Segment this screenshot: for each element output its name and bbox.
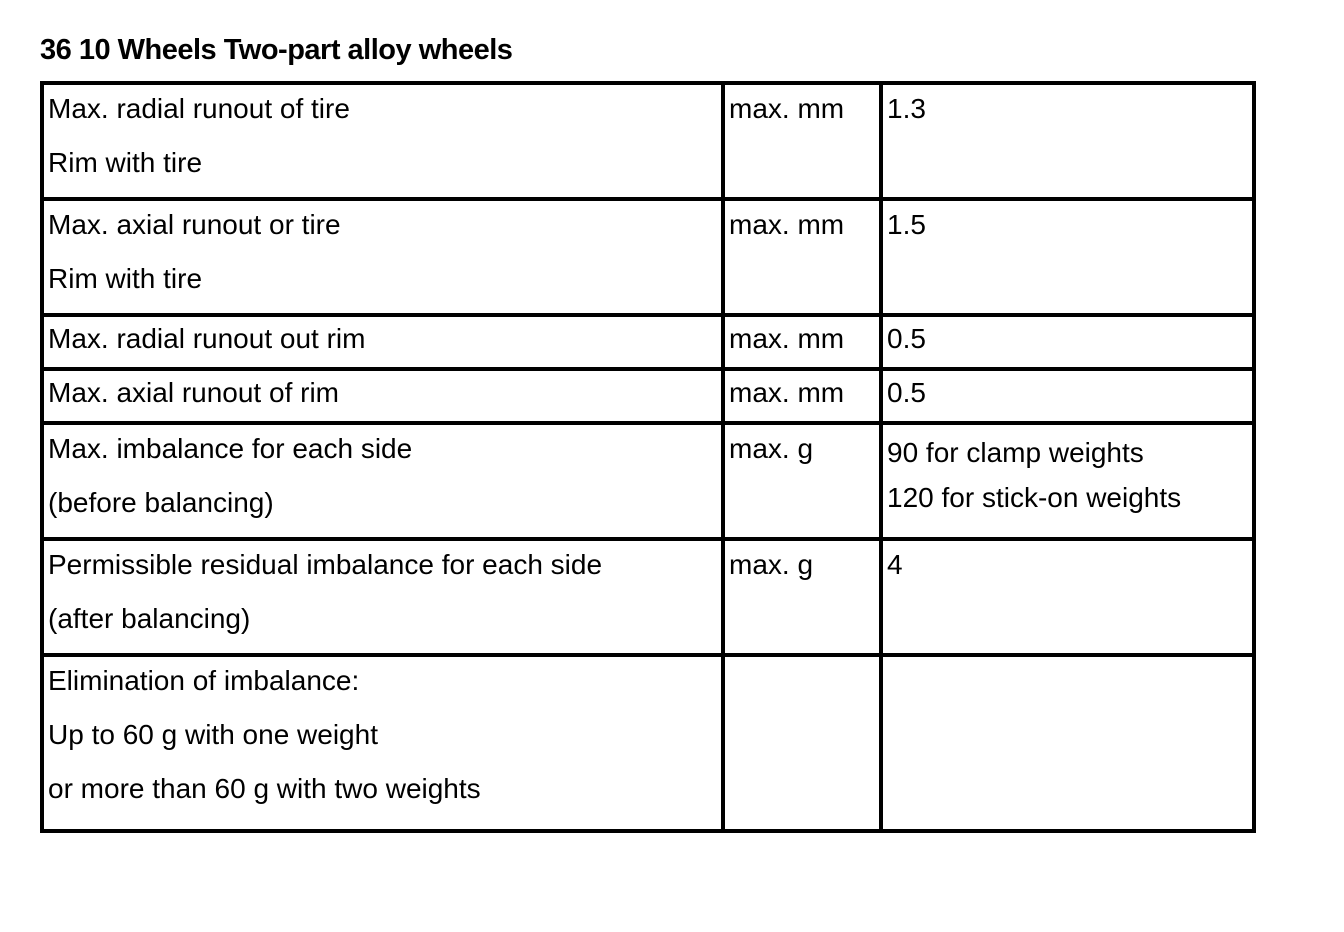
value-cell — [881, 199, 1254, 315]
value-text: 0.5 — [887, 377, 926, 408]
desc-cell — [42, 423, 723, 539]
value-cell — [881, 369, 1254, 423]
unit-text: max. mm — [729, 209, 845, 240]
value-text — [887, 655, 1248, 711]
value-cell — [881, 315, 1254, 369]
desc-line: Rim with tire — [48, 147, 203, 178]
desc-line: Max. radial runout out rim — [48, 323, 366, 354]
desc-line: Rim with tire — [48, 263, 203, 294]
unit-cell — [723, 655, 881, 831]
unit-cell — [723, 199, 881, 315]
table-row-imbalance-before — [42, 423, 1254, 539]
desc-cell — [42, 655, 723, 831]
wheel-spec-table — [40, 81, 1256, 833]
desc-cell — [42, 315, 723, 369]
table-row-axial-runout-tire — [42, 199, 1254, 315]
table-row-radial-runout-rim — [42, 315, 1254, 369]
desc-line: (before balancing) — [48, 487, 274, 518]
value-cell — [881, 539, 1254, 655]
value-text: 1.5 — [887, 209, 926, 240]
desc-cell — [42, 83, 723, 199]
unit-text: max. mm — [729, 377, 845, 408]
unit-cell — [723, 83, 881, 199]
desc-line: Max. imbalance for each side — [48, 433, 413, 464]
value-text: 90 for clamp weights — [887, 437, 1144, 468]
desc-line: Max. axial runout of rim — [48, 377, 339, 408]
unit-cell — [723, 315, 881, 369]
unit-text: max. mm — [729, 323, 845, 354]
table-row-radial-runout-tire — [42, 83, 1254, 199]
value-cell — [881, 423, 1254, 539]
unit-text: max. g — [729, 549, 814, 580]
value-text: 1.3 — [887, 93, 926, 124]
table-row-residual-imbalance — [42, 539, 1254, 655]
desc-line: Up to 60 g with one weight — [48, 719, 378, 750]
desc-line: Max. radial runout of tire — [48, 93, 350, 124]
unit-text: max. g — [729, 433, 814, 464]
unit-cell — [723, 539, 881, 655]
desc-line: (after balancing) — [48, 603, 251, 634]
page-title: 36 10 Wheels Two-part alloy wheels — [40, 34, 513, 66]
value-cell — [881, 655, 1254, 831]
desc-line: Elimination of imbalance: — [48, 665, 360, 696]
unit-cell — [723, 369, 881, 423]
value-text: 4 — [887, 549, 903, 580]
desc-line: Permissible residual imbalance for each side — [48, 549, 603, 580]
value-cell — [881, 83, 1254, 199]
desc-cell — [42, 369, 723, 423]
value-text: 0.5 — [887, 323, 926, 354]
desc-line: Max. axial runout or tire — [48, 209, 341, 240]
value-text: 120 for stick-on weights — [887, 482, 1182, 513]
table-row-elimination-imbalance — [42, 655, 1254, 831]
unit-text: max. mm — [729, 93, 845, 124]
desc-cell — [42, 199, 723, 315]
desc-cell — [42, 539, 723, 655]
unit-text — [729, 655, 875, 711]
desc-line: or more than 60 g with two weights — [48, 773, 481, 804]
table-row-axial-runout-rim — [42, 369, 1254, 423]
unit-cell — [723, 423, 881, 539]
